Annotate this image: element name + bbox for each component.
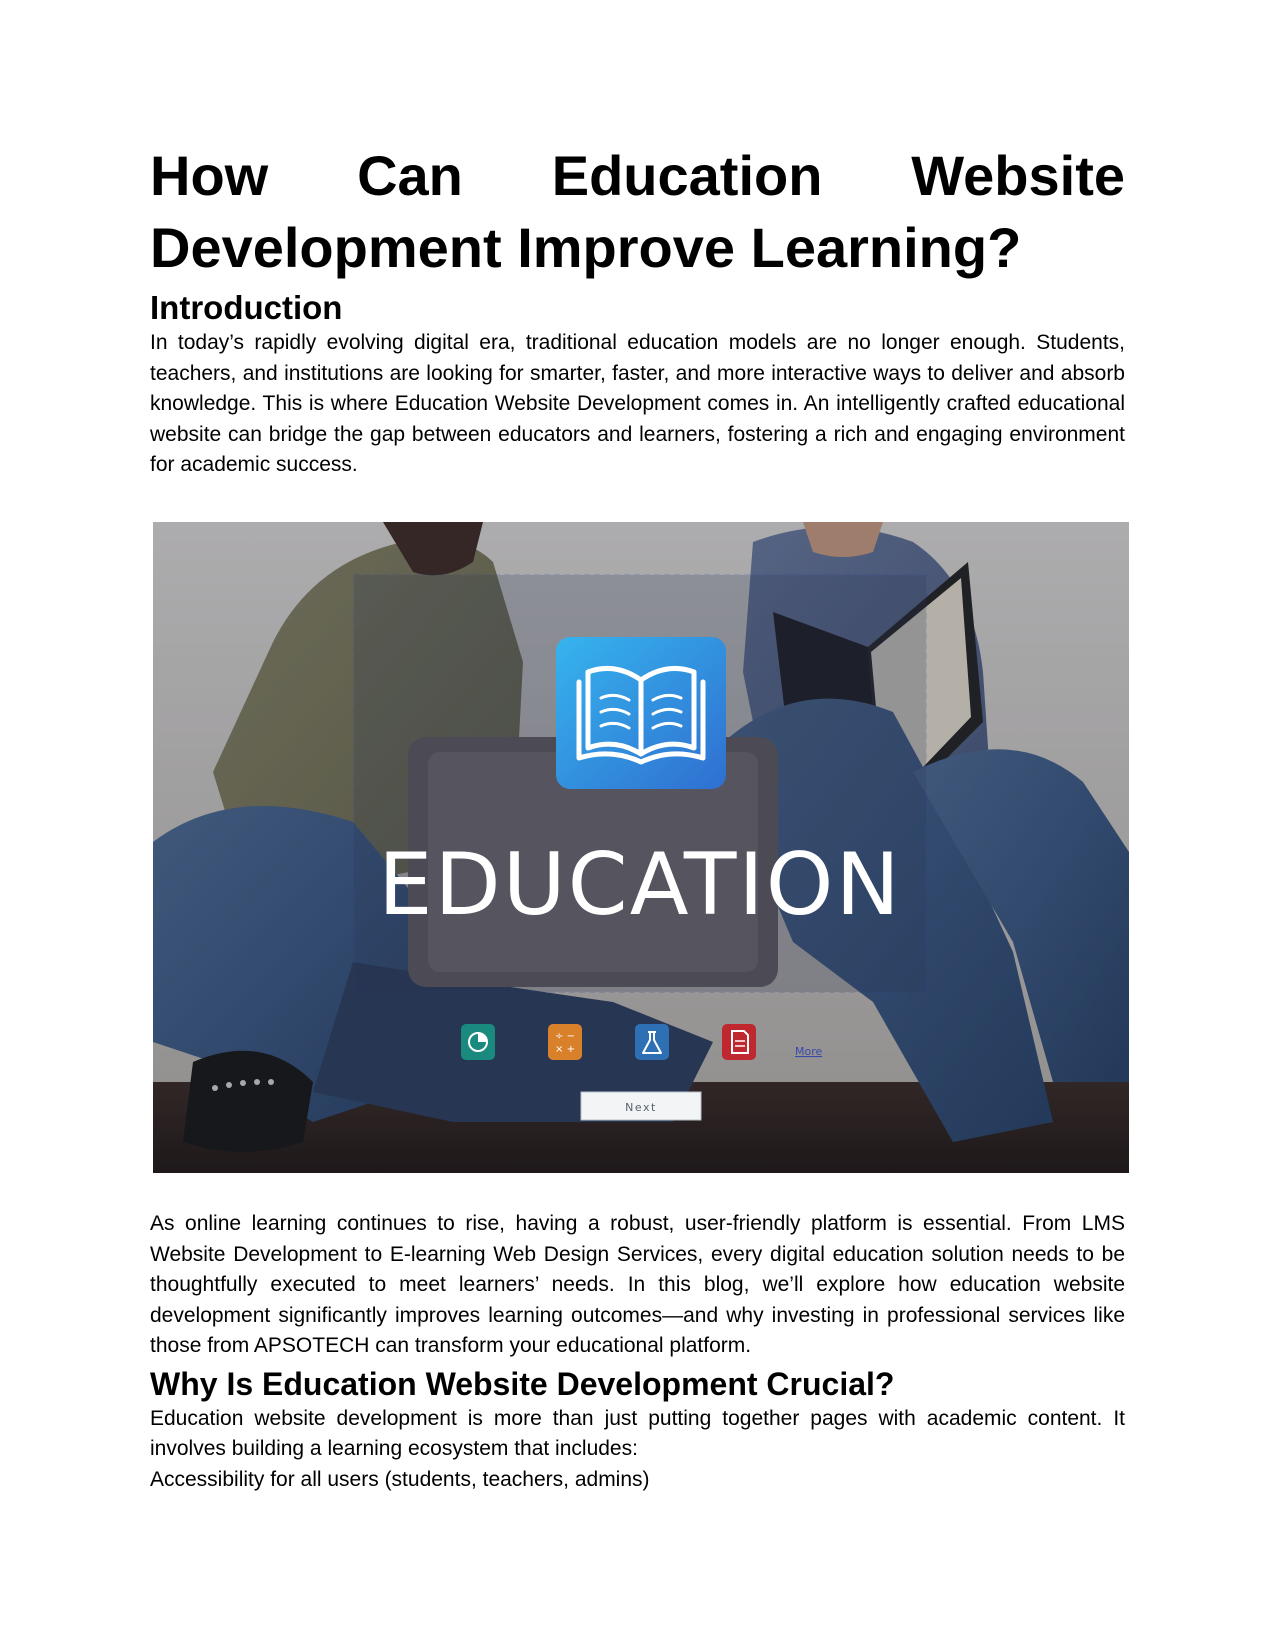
document-body [150,1209,1125,1495]
next-button-label: Next [625,1101,657,1114]
next-button[interactable] [581,1092,701,1120]
list-item: Accessibility for all users (students, teachers, admins) [150,1467,650,1491]
svg-text:× +: × + [555,1044,575,1055]
pie-chart-icon [461,1024,495,1060]
svg-text:÷ −: ÷ − [555,1031,575,1042]
intro-heading: Introduction [150,289,343,326]
overlay-education-text: EDUCATION [378,835,902,935]
document-top [150,140,1125,481]
body-paragraph: As online learning continues to rise, having a robust, user-friendly platform is essential. From LMS Website Development to E-learning Web Design Services, every digital education solution needs to be thoughtfully executed to meet learners’ needs. In this blog, we’ll explore how education website development significantly improves learning outcomes—and why investing in professional services like those from APSOTECH can transform your educational platform. [150,1212,1125,1357]
calculator-icon [548,1024,582,1060]
more-link[interactable]: More [795,1045,823,1058]
section-paragraph: Education website development is more than just putting together pages with academic content. It involves building a learning ecosystem that includes: [150,1406,1125,1460]
document-title: How Can Education Website Development Improve Learning? [150,144,1125,279]
flask-icon [635,1024,669,1060]
section-heading: Why Is Education Website Development Crucial? [150,1365,895,1402]
education-photo-illustration [153,522,1129,1173]
intro-paragraph: In today’s rapidly evolving digital era, traditional education models are no longer enough. Students, teachers, and institutions are looking for smarter, faster, and more interactive ways to deliver and absorb knowledge. This is where Education Website Development comes in. An intelligently crafted educational website can bridge the gap between educators and learners, fostering a rich and engaging environment for academic success. [150,331,1125,476]
document-icon [722,1024,756,1060]
hero-image [153,522,1129,1173]
